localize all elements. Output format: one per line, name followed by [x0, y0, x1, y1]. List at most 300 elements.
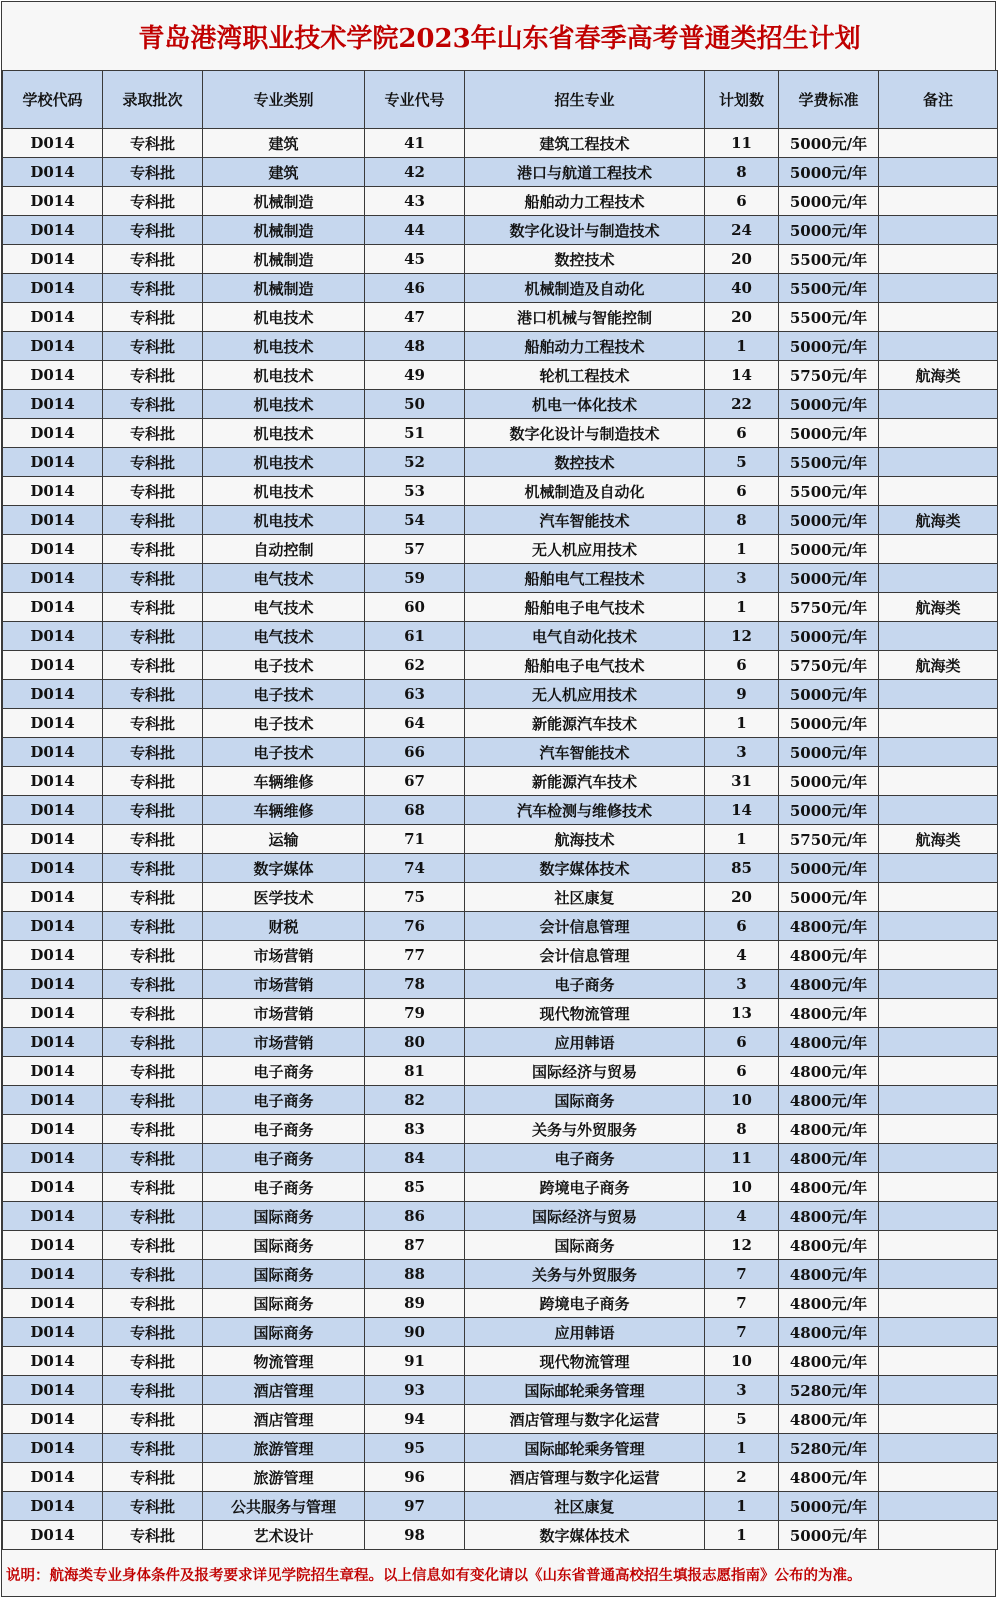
cell-admission-batch: 专科批: [103, 1115, 203, 1144]
cell-major-name: 酒店管理与数字化运营: [465, 1463, 705, 1492]
table-row: [3, 129, 998, 158]
table-row: [3, 1434, 998, 1463]
cell-major-name: 跨境电子商务: [465, 1173, 705, 1202]
cell-tuition: 5500元/年: [779, 274, 879, 303]
footnote: 说明：航海类专业身体条件及报考要求详见学院招生章程。以上信息如有变化请以《山东省普通高校招生填报志愿指南》公布的为准。: [6, 1566, 862, 1584]
cell-tuition: 4800元/年: [779, 1173, 879, 1202]
cell-plan-count: 5: [705, 1405, 779, 1434]
cell-major-category: 机电技术: [203, 448, 365, 477]
header-major-code: 专业代号: [365, 71, 465, 129]
cell-major-name: 现代物流管理: [465, 999, 705, 1028]
cell-plan-count: 8: [705, 1115, 779, 1144]
cell-admission-batch: 专科批: [103, 1521, 203, 1550]
cell-remarks: [879, 709, 998, 738]
cell-major-name: 国际商务: [465, 1086, 705, 1115]
cell-tuition: 5500元/年: [779, 448, 879, 477]
table-row: [3, 245, 998, 274]
table-row: [3, 767, 998, 796]
cell-plan-count: 7: [705, 1318, 779, 1347]
cell-major-name: 数字化设计与制造技术: [465, 419, 705, 448]
cell-major-name: 新能源汽车技术: [465, 767, 705, 796]
cell-tuition: 5000元/年: [779, 535, 879, 564]
cell-major-name: 汽车智能技术: [465, 738, 705, 767]
cell-tuition: 5000元/年: [779, 796, 879, 825]
cell-remarks: [879, 274, 998, 303]
cell-admission-batch: 专科批: [103, 1028, 203, 1057]
cell-admission-batch: 专科批: [103, 1057, 203, 1086]
table-row: [3, 361, 998, 390]
cell-remarks: [879, 477, 998, 506]
cell-major-code: 52: [365, 448, 465, 477]
cell-major-name: 国际经济与贸易: [465, 1057, 705, 1086]
cell-major-category: 车辆维修: [203, 767, 365, 796]
cell-major-category: 酒店管理: [203, 1405, 365, 1434]
cell-plan-count: 1: [705, 332, 779, 361]
cell-major-category: 机械制造: [203, 245, 365, 274]
cell-plan-count: 11: [705, 129, 779, 158]
table-row: [3, 1057, 998, 1086]
cell-plan-count: 12: [705, 622, 779, 651]
cell-major-name: 汽车智能技术: [465, 506, 705, 535]
cell-admission-batch: 专科批: [103, 796, 203, 825]
cell-tuition: 5750元/年: [779, 651, 879, 680]
cell-admission-batch: 专科批: [103, 535, 203, 564]
cell-major-code: 88: [365, 1260, 465, 1289]
cell-major-name: 船舶电子电气技术: [465, 651, 705, 680]
cell-remarks: [879, 448, 998, 477]
cell-major-category: 物流管理: [203, 1347, 365, 1376]
table-row: [3, 593, 998, 622]
cell-plan-count: 1: [705, 1492, 779, 1521]
cell-major-name: 数字媒体技术: [465, 854, 705, 883]
table-header-row: [3, 71, 998, 129]
cell-tuition: 5000元/年: [779, 738, 879, 767]
cell-major-category: 医学技术: [203, 883, 365, 912]
cell-plan-count: 1: [705, 709, 779, 738]
table-row: [3, 1173, 998, 1202]
cell-major-name: 应用韩语: [465, 1318, 705, 1347]
table-row: [3, 1376, 998, 1405]
cell-major-name: 数字媒体技术: [465, 1521, 705, 1550]
cell-tuition: 5000元/年: [779, 854, 879, 883]
cell-major-code: 76: [365, 912, 465, 941]
cell-plan-count: 6: [705, 419, 779, 448]
cell-major-code: 50: [365, 390, 465, 419]
cell-school-code: D014: [3, 477, 103, 506]
cell-major-name: 现代物流管理: [465, 1347, 705, 1376]
cell-major-category: 机电技术: [203, 303, 365, 332]
cell-remarks: 航海类: [879, 593, 998, 622]
cell-tuition: 5500元/年: [779, 245, 879, 274]
cell-admission-batch: 专科批: [103, 1289, 203, 1318]
cell-major-name: 社区康复: [465, 1492, 705, 1521]
cell-admission-batch: 专科批: [103, 390, 203, 419]
cell-major-code: 85: [365, 1173, 465, 1202]
cell-major-code: 78: [365, 970, 465, 999]
cell-major-name: 数控技术: [465, 245, 705, 274]
cell-tuition: 5500元/年: [779, 477, 879, 506]
cell-plan-count: 3: [705, 970, 779, 999]
cell-remarks: [879, 245, 998, 274]
table-row: [3, 1115, 998, 1144]
cell-school-code: D014: [3, 999, 103, 1028]
cell-major-category: 市场营销: [203, 999, 365, 1028]
cell-plan-count: 14: [705, 796, 779, 825]
cell-plan-count: 6: [705, 651, 779, 680]
cell-admission-batch: 专科批: [103, 129, 203, 158]
cell-major-category: 电气技术: [203, 564, 365, 593]
cell-major-code: 84: [365, 1144, 465, 1173]
table-row: [3, 651, 998, 680]
cell-tuition: 5000元/年: [779, 419, 879, 448]
cell-remarks: [879, 680, 998, 709]
table-row: [3, 999, 998, 1028]
cell-tuition: 5000元/年: [779, 1521, 879, 1550]
table-row: [3, 1260, 998, 1289]
cell-major-name: 关务与外贸服务: [465, 1115, 705, 1144]
cell-plan-count: 31: [705, 767, 779, 796]
table-row: [3, 1289, 998, 1318]
cell-admission-batch: 专科批: [103, 506, 203, 535]
cell-tuition: 4800元/年: [779, 1405, 879, 1434]
cell-admission-batch: 专科批: [103, 1231, 203, 1260]
cell-admission-batch: 专科批: [103, 361, 203, 390]
cell-remarks: [879, 129, 998, 158]
cell-school-code: D014: [3, 651, 103, 680]
cell-major-name: 数字化设计与制造技术: [465, 216, 705, 245]
cell-tuition: 5000元/年: [779, 158, 879, 187]
cell-plan-count: 4: [705, 941, 779, 970]
cell-major-code: 46: [365, 274, 465, 303]
cell-major-code: 49: [365, 361, 465, 390]
cell-school-code: D014: [3, 303, 103, 332]
cell-major-name: 机械制造及自动化: [465, 274, 705, 303]
cell-major-code: 77: [365, 941, 465, 970]
cell-remarks: [879, 1347, 998, 1376]
cell-remarks: [879, 1231, 998, 1260]
cell-tuition: 5750元/年: [779, 825, 879, 854]
page-title: 青岛港湾职业技术学院2023年山东省春季高考普通类招生计划: [2, 2, 997, 71]
cell-school-code: D014: [3, 941, 103, 970]
cell-tuition: 5000元/年: [779, 390, 879, 419]
table-row: [3, 825, 998, 854]
cell-remarks: [879, 1405, 998, 1434]
cell-major-category: 建筑: [203, 158, 365, 187]
cell-school-code: D014: [3, 419, 103, 448]
cell-major-name: 会计信息管理: [465, 912, 705, 941]
header-plan-count: 计划数: [705, 71, 779, 129]
cell-major-category: 机械制造: [203, 274, 365, 303]
cell-major-category: 电气技术: [203, 593, 365, 622]
cell-major-code: 48: [365, 332, 465, 361]
cell-tuition: 4800元/年: [779, 1144, 879, 1173]
cell-major-name: 机械制造及自动化: [465, 477, 705, 506]
cell-remarks: [879, 1115, 998, 1144]
cell-tuition: 4800元/年: [779, 912, 879, 941]
cell-remarks: 航海类: [879, 825, 998, 854]
cell-major-name: 国际经济与贸易: [465, 1202, 705, 1231]
cell-school-code: D014: [3, 854, 103, 883]
cell-major-name: 数控技术: [465, 448, 705, 477]
cell-school-code: D014: [3, 825, 103, 854]
cell-major-code: 83: [365, 1115, 465, 1144]
cell-major-code: 45: [365, 245, 465, 274]
cell-admission-batch: 专科批: [103, 1202, 203, 1231]
cell-admission-batch: 专科批: [103, 999, 203, 1028]
cell-school-code: D014: [3, 1231, 103, 1260]
cell-tuition: 4800元/年: [779, 1231, 879, 1260]
cell-major-code: 87: [365, 1231, 465, 1260]
cell-remarks: [879, 1492, 998, 1521]
cell-major-name: 电气自动化技术: [465, 622, 705, 651]
cell-admission-batch: 专科批: [103, 564, 203, 593]
cell-tuition: 4800元/年: [779, 941, 879, 970]
table-row: [3, 970, 998, 999]
cell-tuition: 4800元/年: [779, 1202, 879, 1231]
table-row: [3, 680, 998, 709]
cell-remarks: [879, 854, 998, 883]
cell-admission-batch: 专科批: [103, 651, 203, 680]
table-row: [3, 1463, 998, 1492]
cell-major-code: 86: [365, 1202, 465, 1231]
cell-admission-batch: 专科批: [103, 825, 203, 854]
cell-major-name: 建筑工程技术: [465, 129, 705, 158]
cell-major-code: 74: [365, 854, 465, 883]
table-row: [3, 419, 998, 448]
cell-remarks: [879, 187, 998, 216]
cell-plan-count: 9: [705, 680, 779, 709]
cell-tuition: 4800元/年: [779, 1289, 879, 1318]
cell-admission-batch: 专科批: [103, 854, 203, 883]
cell-admission-batch: 专科批: [103, 1260, 203, 1289]
cell-remarks: [879, 419, 998, 448]
cell-tuition: 5000元/年: [779, 216, 879, 245]
cell-major-category: 艺术设计: [203, 1521, 365, 1550]
cell-plan-count: 11: [705, 1144, 779, 1173]
cell-major-name: 应用韩语: [465, 1028, 705, 1057]
cell-tuition: 5000元/年: [779, 129, 879, 158]
cell-plan-count: 10: [705, 1086, 779, 1115]
cell-major-name: 港口与航道工程技术: [465, 158, 705, 187]
table-row: [3, 216, 998, 245]
cell-major-category: 自动控制: [203, 535, 365, 564]
table-row: [3, 535, 998, 564]
cell-remarks: [879, 970, 998, 999]
cell-remarks: [879, 1028, 998, 1057]
cell-plan-count: 1: [705, 535, 779, 564]
cell-admission-batch: 专科批: [103, 303, 203, 332]
cell-admission-batch: 专科批: [103, 680, 203, 709]
cell-remarks: [879, 1376, 998, 1405]
cell-major-code: 47: [365, 303, 465, 332]
cell-admission-batch: 专科批: [103, 970, 203, 999]
header-school-code: 学校代码: [3, 71, 103, 129]
cell-admission-batch: 专科批: [103, 274, 203, 303]
table-row: [3, 274, 998, 303]
cell-major-name: 船舶电气工程技术: [465, 564, 705, 593]
cell-plan-count: 3: [705, 1376, 779, 1405]
cell-plan-count: 6: [705, 1057, 779, 1086]
cell-major-name: 机电一体化技术: [465, 390, 705, 419]
cell-school-code: D014: [3, 1463, 103, 1492]
cell-school-code: D014: [3, 1057, 103, 1086]
cell-major-code: 79: [365, 999, 465, 1028]
table-row: [3, 477, 998, 506]
cell-school-code: D014: [3, 593, 103, 622]
cell-major-code: 60: [365, 593, 465, 622]
cell-school-code: D014: [3, 1086, 103, 1115]
cell-tuition: 4800元/年: [779, 1347, 879, 1376]
cell-major-code: 97: [365, 1492, 465, 1521]
cell-major-code: 42: [365, 158, 465, 187]
cell-major-code: 75: [365, 883, 465, 912]
cell-tuition: 5000元/年: [779, 883, 879, 912]
table-row: [3, 303, 998, 332]
cell-tuition: 4800元/年: [779, 970, 879, 999]
cell-remarks: [879, 912, 998, 941]
cell-tuition: 5000元/年: [779, 564, 879, 593]
table-row: [3, 1405, 998, 1434]
cell-major-category: 运输: [203, 825, 365, 854]
cell-remarks: [879, 1289, 998, 1318]
cell-school-code: D014: [3, 1202, 103, 1231]
cell-school-code: D014: [3, 680, 103, 709]
cell-school-code: D014: [3, 245, 103, 274]
cell-major-name: 新能源汽车技术: [465, 709, 705, 738]
cell-remarks: 航海类: [879, 361, 998, 390]
cell-major-name: 轮机工程技术: [465, 361, 705, 390]
cell-remarks: [879, 1463, 998, 1492]
table-row: [3, 1144, 998, 1173]
cell-major-category: 国际商务: [203, 1289, 365, 1318]
cell-major-category: 机电技术: [203, 390, 365, 419]
cell-major-name: 社区康复: [465, 883, 705, 912]
cell-major-code: 57: [365, 535, 465, 564]
cell-tuition: 5000元/年: [779, 680, 879, 709]
table-row: [3, 448, 998, 477]
cell-remarks: [879, 738, 998, 767]
cell-major-code: 80: [365, 1028, 465, 1057]
cell-plan-count: 1: [705, 825, 779, 854]
cell-major-name: 国际邮轮乘务管理: [465, 1434, 705, 1463]
cell-admission-batch: 专科批: [103, 1144, 203, 1173]
header-remarks: 备注: [879, 71, 998, 129]
cell-remarks: 航海类: [879, 506, 998, 535]
cell-major-category: 财税: [203, 912, 365, 941]
cell-school-code: D014: [3, 129, 103, 158]
cell-tuition: 5000元/年: [779, 709, 879, 738]
cell-major-code: 63: [365, 680, 465, 709]
cell-admission-batch: 专科批: [103, 941, 203, 970]
cell-major-name: 电子商务: [465, 1144, 705, 1173]
cell-major-category: 国际商务: [203, 1318, 365, 1347]
cell-admission-batch: 专科批: [103, 1173, 203, 1202]
cell-plan-count: 12: [705, 1231, 779, 1260]
cell-major-code: 68: [365, 796, 465, 825]
cell-tuition: 4800元/年: [779, 1115, 879, 1144]
cell-tuition: 4800元/年: [779, 1318, 879, 1347]
cell-major-category: 市场营销: [203, 941, 365, 970]
cell-major-code: 90: [365, 1318, 465, 1347]
cell-school-code: D014: [3, 216, 103, 245]
table-row: [3, 187, 998, 216]
cell-tuition: 4800元/年: [779, 1260, 879, 1289]
table-row: [3, 854, 998, 883]
cell-admission-batch: 专科批: [103, 738, 203, 767]
cell-school-code: D014: [3, 1289, 103, 1318]
table-row: [3, 622, 998, 651]
cell-major-category: 机械制造: [203, 187, 365, 216]
cell-major-category: 公共服务与管理: [203, 1492, 365, 1521]
cell-major-name: 跨境电子商务: [465, 1289, 705, 1318]
cell-admission-batch: 专科批: [103, 1405, 203, 1434]
cell-tuition: 5000元/年: [779, 1492, 879, 1521]
cell-school-code: D014: [3, 274, 103, 303]
cell-remarks: [879, 535, 998, 564]
header-major-category: 专业类别: [203, 71, 365, 129]
cell-remarks: [879, 564, 998, 593]
cell-remarks: [879, 622, 998, 651]
cell-major-category: 国际商务: [203, 1231, 365, 1260]
cell-major-category: 车辆维修: [203, 796, 365, 825]
cell-school-code: D014: [3, 506, 103, 535]
cell-major-name: 港口机械与智能控制: [465, 303, 705, 332]
cell-remarks: [879, 390, 998, 419]
table-row: [3, 1318, 998, 1347]
table-row: [3, 709, 998, 738]
cell-school-code: D014: [3, 912, 103, 941]
cell-school-code: D014: [3, 767, 103, 796]
cell-major-category: 机电技术: [203, 361, 365, 390]
cell-tuition: 4800元/年: [779, 999, 879, 1028]
table-row: [3, 158, 998, 187]
cell-admission-batch: 专科批: [103, 477, 203, 506]
cell-major-code: 67: [365, 767, 465, 796]
cell-school-code: D014: [3, 448, 103, 477]
cell-major-category: 机电技术: [203, 419, 365, 448]
cell-major-code: 94: [365, 1405, 465, 1434]
table-row: [3, 1202, 998, 1231]
cell-tuition: 5000元/年: [779, 187, 879, 216]
cell-major-code: 61: [365, 622, 465, 651]
cell-school-code: D014: [3, 535, 103, 564]
cell-plan-count: 2: [705, 1463, 779, 1492]
header-tuition: 学费标准: [779, 71, 879, 129]
cell-remarks: [879, 883, 998, 912]
cell-major-name: 船舶动力工程技术: [465, 187, 705, 216]
cell-major-code: 44: [365, 216, 465, 245]
cell-major-name: 国际商务: [465, 1231, 705, 1260]
cell-school-code: D014: [3, 1318, 103, 1347]
header-admission-batch: 录取批次: [103, 71, 203, 129]
cell-school-code: D014: [3, 158, 103, 187]
cell-major-category: 电子商务: [203, 1115, 365, 1144]
cell-admission-batch: 专科批: [103, 883, 203, 912]
cell-major-code: 95: [365, 1434, 465, 1463]
cell-admission-batch: 专科批: [103, 332, 203, 361]
cell-remarks: [879, 1260, 998, 1289]
cell-plan-count: 13: [705, 999, 779, 1028]
cell-admission-batch: 专科批: [103, 1463, 203, 1492]
cell-school-code: D014: [3, 709, 103, 738]
cell-major-category: 旅游管理: [203, 1434, 365, 1463]
cell-major-code: 66: [365, 738, 465, 767]
cell-tuition: 4800元/年: [779, 1057, 879, 1086]
table-row: [3, 1521, 998, 1550]
cell-school-code: D014: [3, 1115, 103, 1144]
cell-tuition: 5000元/年: [779, 622, 879, 651]
cell-admission-batch: 专科批: [103, 419, 203, 448]
